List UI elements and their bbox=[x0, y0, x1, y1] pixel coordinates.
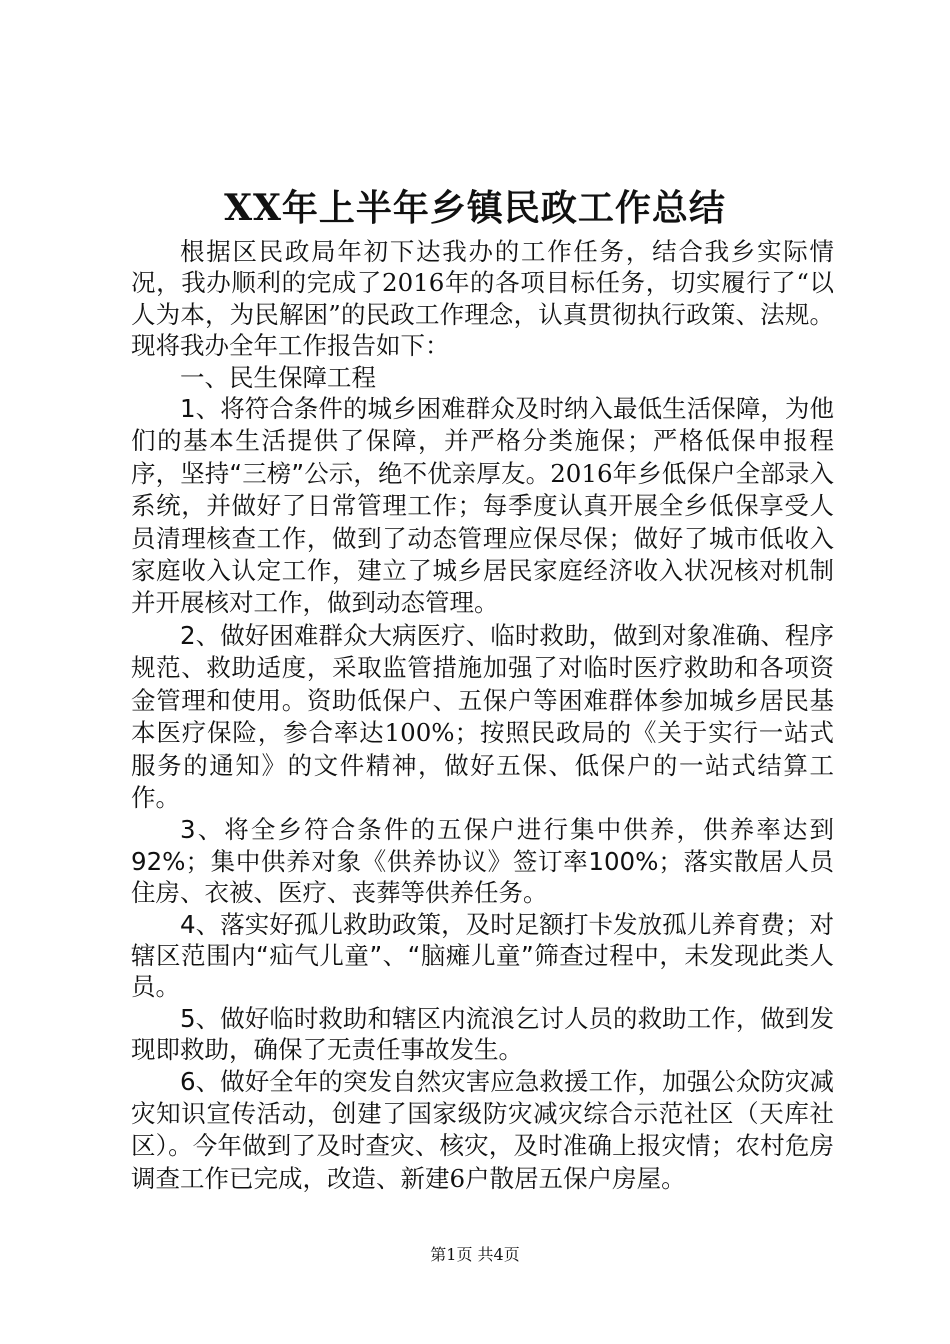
item-2-lead: 2、做好困难群众大病医疗、临时救助，做到对象准确、程序规范、救助适度，采取监管措施加强了对临时医疗救助和各项资金管理和使用。 bbox=[131, 620, 834, 715]
item-1-lead: 1、将符合条件的城乡困难群众及时纳入最低生活保障，为他们的基本生活提供了保障，并严格分类施保；严格低保申报程序，坚持“三榜”公示，绝不优亲厚友。 bbox=[131, 394, 834, 488]
section-heading: 一、民生保障工程 bbox=[180, 362, 376, 392]
item-1-paragraph bbox=[131, 393, 834, 620]
document-body bbox=[131, 236, 834, 1195]
item-6-paragraph bbox=[131, 1066, 834, 1196]
item-5-paragraph: 5、做好临时救助和辖区内流浪乞讨人员的救助工作，做到发现即救助，确保了无责任事故发生。 bbox=[131, 1003, 834, 1065]
item-2-paragraph bbox=[131, 620, 834, 814]
item-6-lead: 6、做好全年的突发自然灾害应急救援工作，加强公众防灾减灾知识宣传活动，创建了国家级防灾减灾综合示范社区（天库社区） bbox=[131, 1066, 834, 1161]
intro-paragraph: 根据区民政局年初下达我办的工作任务，结合我乡实际情况，我办顺利的完成了2016年的各项目标任务，切实履行了“以人为本，为民解困”的民政工作理念，认真贯彻执行政策、法规。现将我办全年工作报告如下： bbox=[131, 237, 834, 361]
item-3-paragraph: 3、将全乡符合条件的五保户进行集中供养，供养率达到92%；集中供养对象《供养协议》签订率100%；落实散居人员住房、衣被、医疗、丧葬等供养任务。 bbox=[131, 815, 834, 908]
item-6-rest: 。今年做到了及时查灾、核灾，及时准确上报灾情；农村危房调查工作已完成，改造、新建6户散居五保户房屋。 bbox=[131, 1131, 835, 1193]
item-4-paragraph: 4、落实好孤儿救助政策，及时足额打卡发放孤儿养育费；对辖区范围内“疝气儿童”、“脑瘫儿童”筛查过程中，未发现此类人员。 bbox=[131, 909, 834, 1002]
page-footer: 第1页 共4页 bbox=[430, 1245, 520, 1264]
item-2-rest: 资助低保户、五保户等困难群体参加城乡居民基本医疗保险，参合率达100%；按照民政局的《关于实行一站式服务的通知》的文件精神，做好五保、低保户的一站式结算工作。 bbox=[131, 685, 835, 812]
item-1-rest: 2016年乡低保户全部录入系统，并做好了日常管理工作；每季度认真开展全乡低保享受人员清理核查工作，做到了动态管理应保尽保；做好了城市低收入家庭收入认定工作，建立了城乡居民家庭经济收入状况核对机制并开展核对工作，做到动态管理。 bbox=[131, 458, 834, 618]
page-title: XX年上半年乡镇民政工作总结 bbox=[224, 187, 726, 229]
